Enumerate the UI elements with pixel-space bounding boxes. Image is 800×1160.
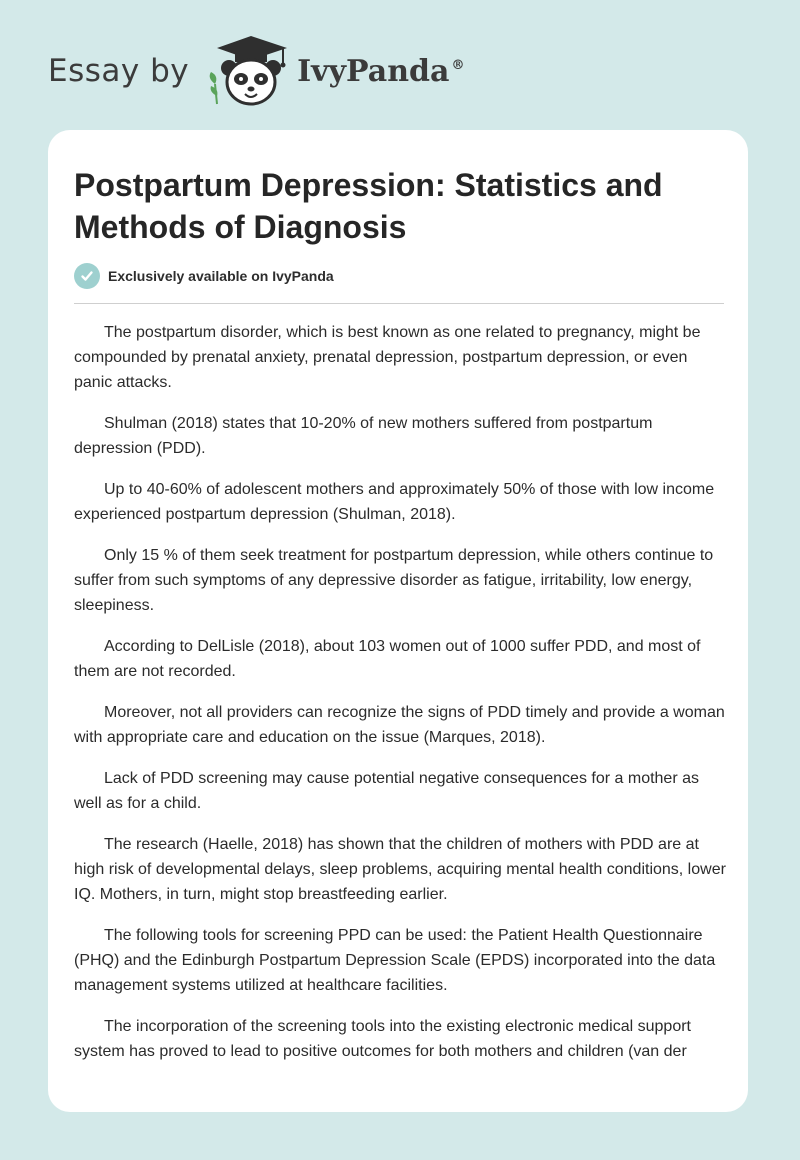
paragraph: Up to 40-60% of adolescent mothers and approximately 50% of those with low income experienced postpartum depression (Shulman, 2018). xyxy=(74,481,715,523)
paragraph: Lack of PDD screening may cause potential negative consequences for a mother as well as for a child. xyxy=(74,770,699,812)
paragraph: The following tools for screening PPD can be used: the Patient Health Questionnaire (PHQ) and the Edinburgh Postpartum Depression Scale (EPDS) incorporated into the data management systems utilized at healthcare facilities. xyxy=(74,927,716,994)
paragraph: The research (Haelle, 2018) has shown that the children of mothers with PDD are at high risk of developmental delays, sleep problems, acquiring mental health conditions, lower IQ. Mothers, in turn, might stop breastfeeding earlier. xyxy=(74,836,726,903)
site-header xyxy=(48,34,464,108)
registered-mark: ® xyxy=(451,57,465,73)
paragraph: Shulman (2018) states that 10-20% of new mothers suffered from postpartum depression (PDD). xyxy=(74,415,653,457)
check-circle-icon xyxy=(74,263,100,289)
paragraph: The postpartum disorder, which is best known as one related to pregnancy, might be compounded by prenatal anxiety, prenatal depression, postpartum depression, or even panic attacks. xyxy=(74,324,701,391)
exclusive-badge xyxy=(74,262,334,290)
panda-graduate-icon[interactable] xyxy=(205,34,293,108)
divider xyxy=(74,303,724,304)
article-body xyxy=(74,320,726,1080)
badge-label: Exclusively available on IvyPanda xyxy=(108,268,334,284)
paragraph: Only 15 % of them seek treatment for postpartum depression, while others continue to suffer from such symptoms of any depressive disorder as fatigue, irritability, low energy, sleepiness. xyxy=(74,547,714,614)
brand-name[interactable]: IvyPanda ® xyxy=(297,53,465,89)
paragraph: Moreover, not all providers can recognize the signs of PDD timely and provide a woman with appropriate care and education on the issue (Marques, 2018). xyxy=(74,704,725,746)
page-title: Postpartum Depression: Statistics and Methods of Diagnosis xyxy=(74,167,663,245)
article-card xyxy=(48,130,748,1112)
brand-prefix: Essay by xyxy=(48,53,190,89)
paragraph: According to DelLisle (2018), about 103 women out of 1000 suffer PDD, and most of them are not recorded. xyxy=(74,638,701,680)
paragraph: The incorporation of the screening tools into the existing electronic medical support system has proved to lead to positive outcomes for both mothers and children (van der xyxy=(74,1018,691,1060)
